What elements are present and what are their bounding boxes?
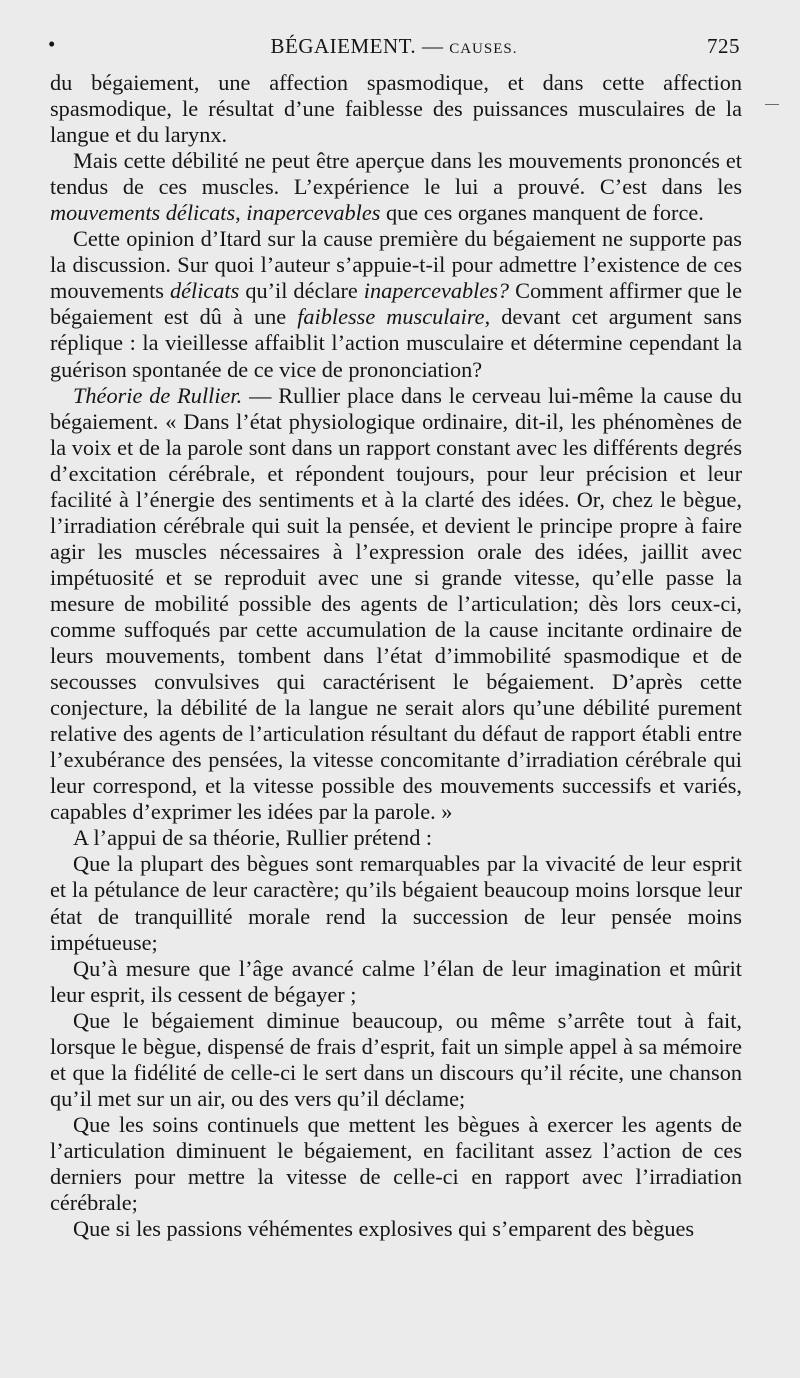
text-run: Mais cette débilité ne peut être aperçue dans les mouvements prononcés et tendus de ces muscles. L’expérience le lui a prouvé. C’est dans les [50,148,742,200]
header-title: BÉGAIEMENT. [270,34,417,58]
paragraph [50,1112,742,1216]
running-title [48,34,740,59]
text-run: — Rullier place dans le cerveau lui-même la cause du bégaiement. « Dans l’état physiologique ordinaire, dit-il, les phénomènes de la voix et de la parole sont dans un rapport constant avec les différents degrés d’excitation cérébrale, et répondent toujours, pour leur précision et leur facilité à l’énergie des sentiments et à la clarté des idées. Or, chez le bègue, l’irradiation cérébrale qui suit la pensée, et devient le principe propre à faire agir les muscles nécessaires à l’expression orale des idées, jaillit avec impétuosité et se reproduit avec une si grande vitesse, qu’elle passe la mesure de mobilité possible des agents de l’articulation; dès lors ceux-ci, comme suffoqués par cette accumulation de la cause incitante ordinaire de leurs mouvements, tombent dans l’état d’immobilité spasmodique et de secousses convulsives qui caractérisent le bégaiement. D’après cette conjecture, la débilité de la langue ne serait alors qu’une débilité purement relative des agents de l’articulation résultant du défaut de rapport établi entre l’exubérance des pensées, la vitesse concomitante d’irradiation cérébrale qui leur correspond, et la vitesse possible des mouvements successifs et variés, capables d’exprimer les idées par la parole. » [50,382,742,825]
text-run: Que si les passions véhémentes explosives qui s’emparent des bègues [73,1216,695,1242]
paragraph [50,825,742,851]
page-number: 725 [707,34,740,58]
paragraph [50,1216,742,1242]
text-run: Que le bégaiement diminue beaucoup, ou même s’arrête tout à fait, lorsque le bègue, dispensé de frais d’esprit, fait un simple appel à sa mémoire et que la fidélité de celle-ci le sert dans un discours qu’il récite, une chanson qu’il met sur un air, ou des vers qu’il déclame; [50,1007,742,1111]
text-run: , devant cet argument sans réplique : la vieillesse affaiblit l’action musculaire et détermine cependant la guérison spontanée de ce vice de prononciation? [50,304,742,382]
text-run: A l’appui de sa théorie, Rullier prétend : [73,825,433,851]
italic-run: faiblesse musculaire [297,304,485,330]
paragraph [50,226,742,382]
italic-run: délicats [169,278,240,304]
italic-run: inapercevables [246,200,381,226]
text-run: que ces organes manquent de force. [380,200,704,226]
running-header [48,34,740,62]
text-run: Cette opinion d’Itard sur la cause première du bégaiement ne supporte pas la discussion. Sur quoi l’auteur s’appuie-t-il pour admettre l’existence de ces mouvements [50,226,742,304]
paragraph [50,851,742,955]
header-dot: • [48,32,56,56]
paragraph [50,1008,742,1112]
text-run: Comment affirmer que le bégaiement est dû à une [50,278,742,330]
text-run: , [235,200,247,226]
text-run: qu’il déclare [239,278,364,304]
paragraph [50,383,742,826]
text-run: Qu’à mesure que l’âge avancé calme l’élan de leur imagination et mûrit leur esprit, ils cessent de bégayer ; [50,955,742,1007]
italic-run: mouvements délicats [50,200,236,226]
italic-run: Théorie de Rullier. [73,382,243,408]
text-run: du bégaiement, une affection spasmodique, et dans cette affection spasmodique, le résultat d’une faiblesse des puissances musculaires de la langue et du larynx. [50,70,742,148]
margin-mark [765,104,779,105]
header-separator: — [421,34,444,58]
text-run: Que la plupart des bègues sont remarquables par la vivacité de leur esprit et la pétulance de leur caractère; qu’ils bégaient beaucoup moins lorsque leur état de tranquillité morale rend la succession de leur pensée moins impétueuse; [50,851,742,955]
text-run: Que les soins continuels que mettent les bègues à exercer les agents de l’articulation diminuent le bégaiement, en facilitant assez l’action de ces derniers pour mettre la vitesse de celle-ci en rapport avec l’irradiation cérébrale; [50,1111,742,1216]
italic-run: inapercevables? [363,278,510,304]
paragraph [50,70,742,148]
header-section: CAUSES. [449,41,518,57]
paragraph [50,956,742,1008]
paragraph [50,148,742,226]
body-text [50,70,742,1242]
